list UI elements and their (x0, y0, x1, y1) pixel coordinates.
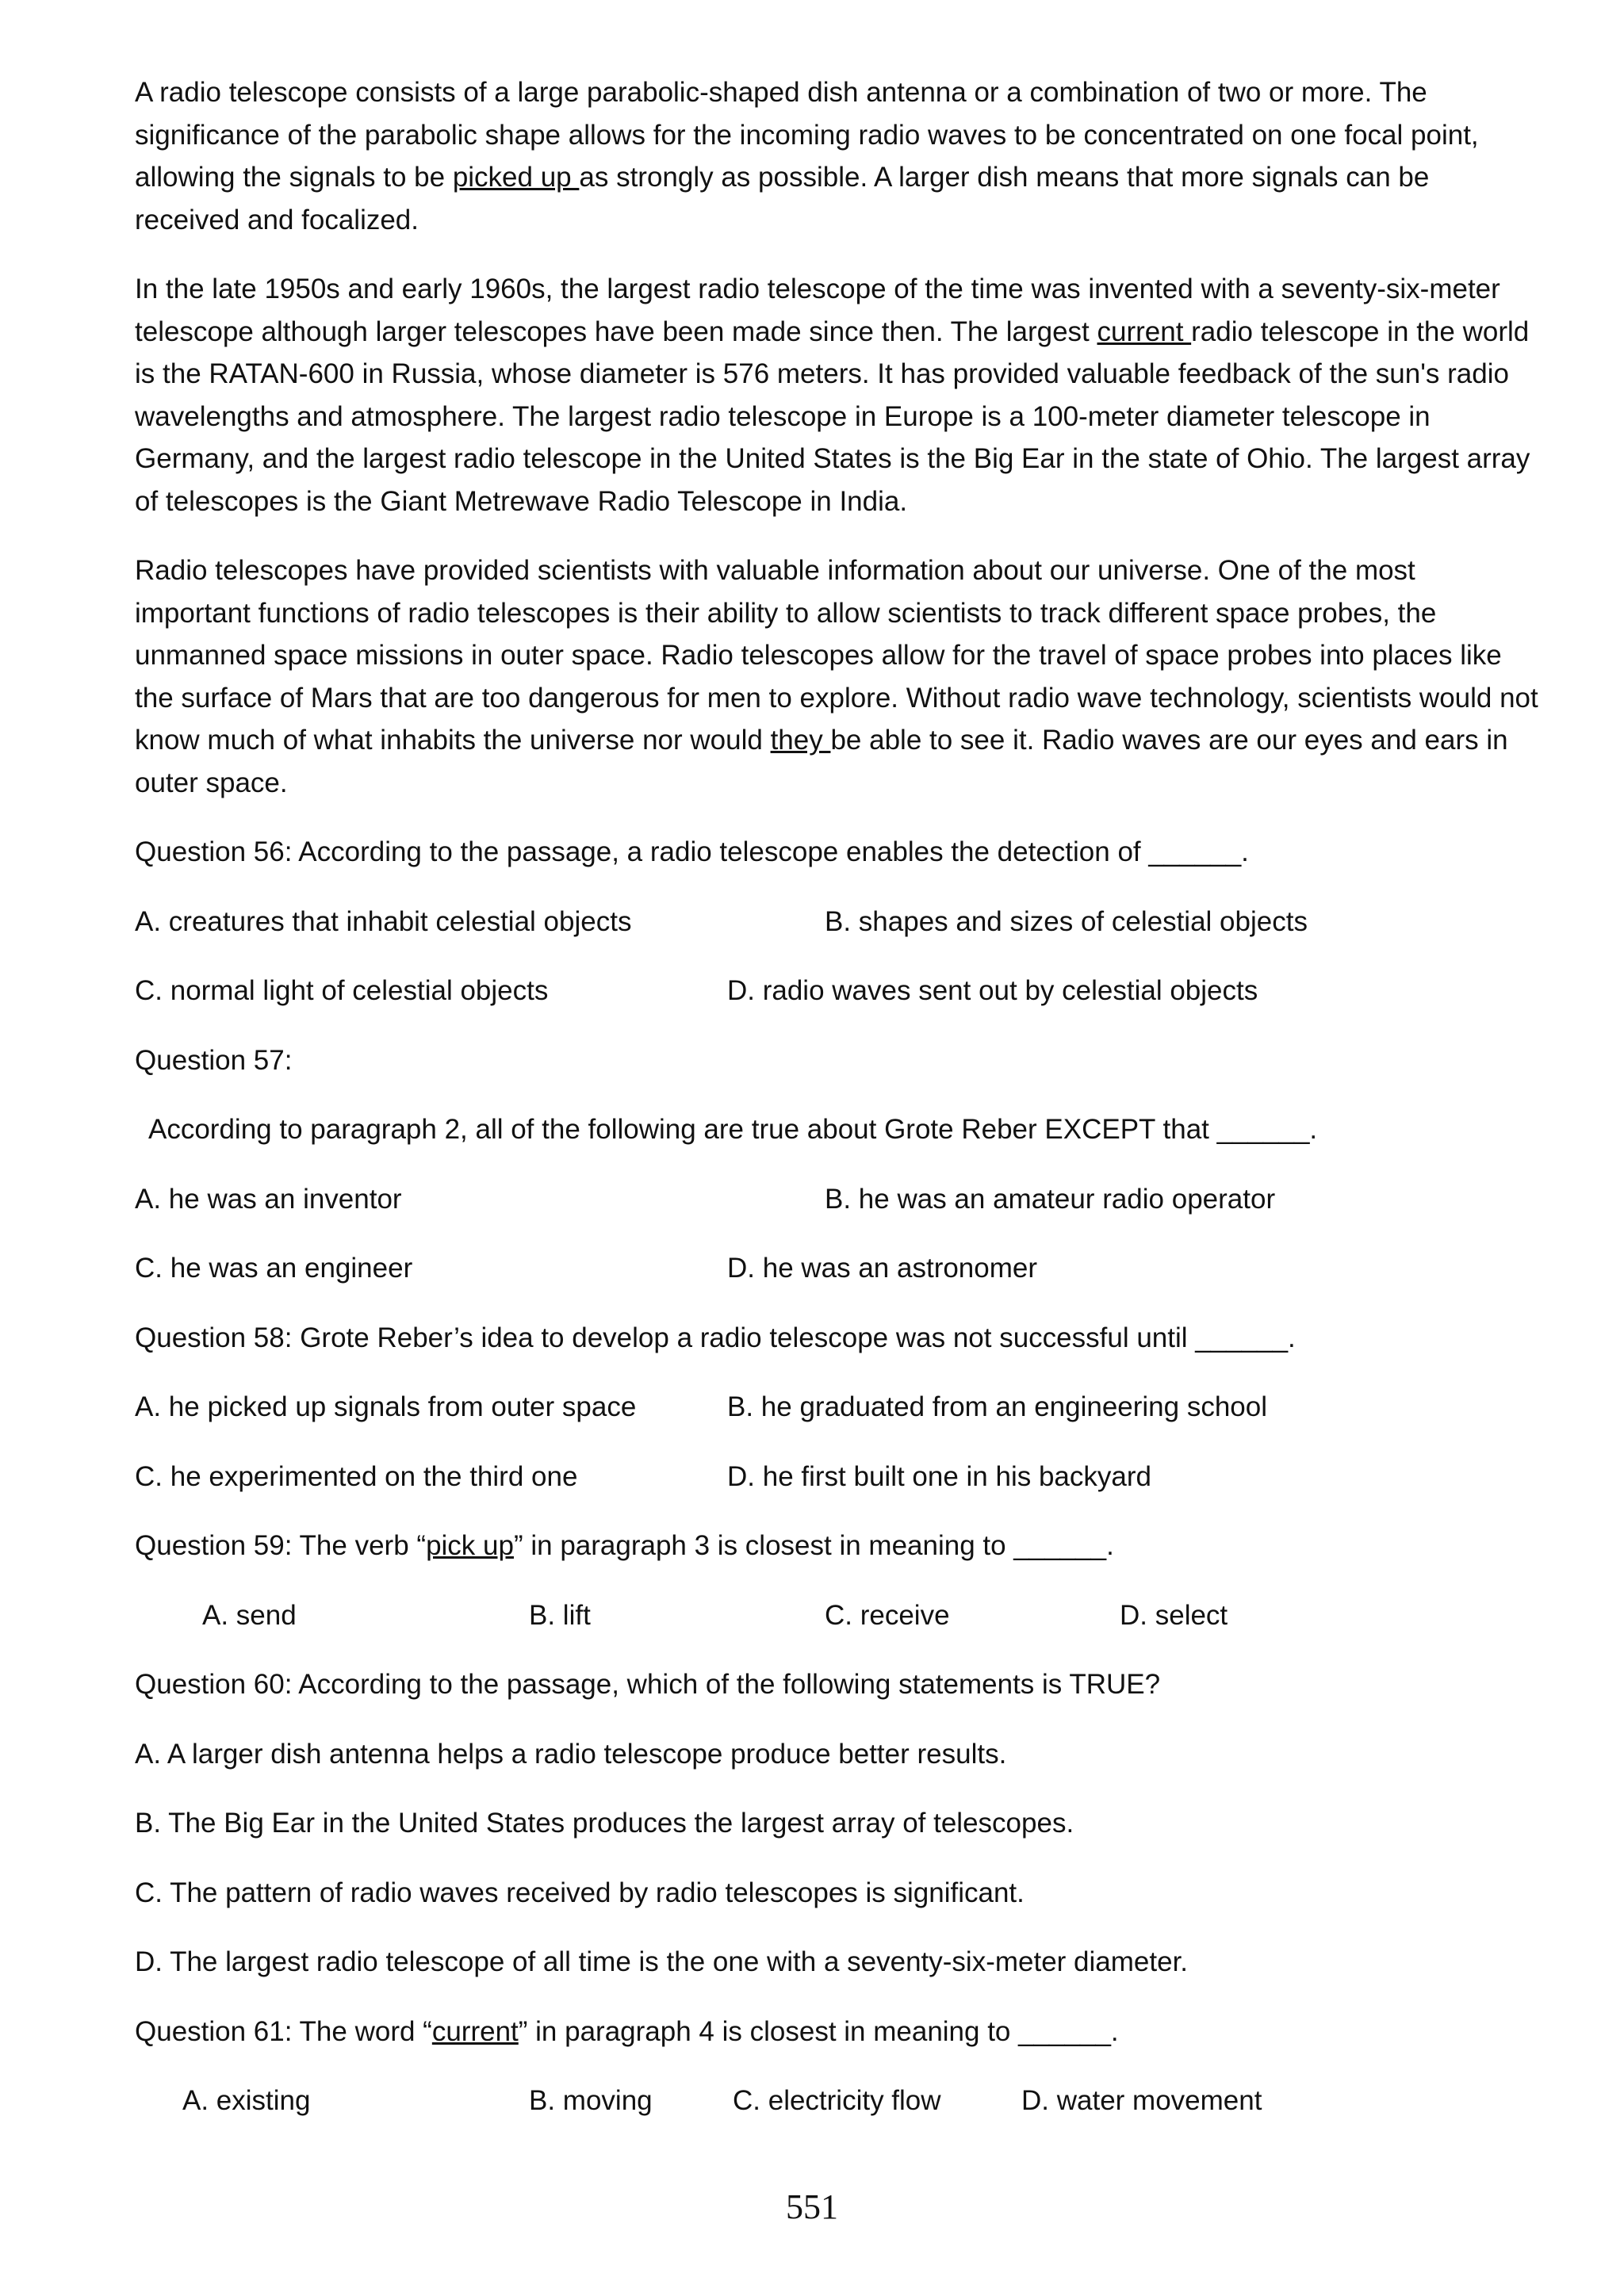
passage-paragraph-2 (135, 268, 1538, 522)
question-59-option-c[interactable]: C. receive (825, 1599, 950, 1631)
underlined-phrase: pick up (426, 1530, 514, 1561)
question-59-option-b[interactable]: B. lift (529, 1599, 591, 1631)
question-60-option-a[interactable]: A. A larger dish antenna helps a radio telescope produce better results. (135, 1738, 1007, 1770)
question-57-options-row-1 (135, 1178, 1538, 1221)
question-56-option-a[interactable]: A. creatures that inhabit celestial objects (135, 905, 632, 937)
paragraph-text: radio telescope in the world is the RATAN-600 in Russia, whose diameter is 576 meters. It has provided valuable feedback of the sun's radio wavelengths and atmosphere. The largest radio telescope in Europe is a 100-meter diameter telescope in Germany, and the largest radio telescope in the United States is the Big Ear in the state of Ohio. The largest array of telescopes is the Giant Metrewave Radio Telescope in India. (135, 316, 1530, 517)
paragraph-text: as strongly as possible. A larger dish means that more signals can be received and focalized. (135, 162, 1430, 235)
question-57-subtext: According to paragraph 2, all of the following are true about Grote Reber EXCEPT that ______. (148, 1114, 1318, 1145)
question-61-option-b[interactable]: B. moving (529, 2085, 653, 2116)
question-58-option-b[interactable]: B. he graduated from an engineering school (727, 1391, 1268, 1422)
underlined-word: current (431, 2015, 519, 2047)
question-58-option-a[interactable]: A. he picked up signals from outer space (135, 1391, 637, 1422)
underlined-word: current (1097, 316, 1192, 347)
question-text: ” in paragraph 3 is closest in meaning to ______. (513, 1530, 1114, 1561)
question-59-option-d[interactable]: D. select (1120, 1599, 1228, 1631)
question-58-options-row-1 (135, 1386, 1538, 1429)
question-60-option-c[interactable]: C. The pattern of radio waves received by radio telescopes is significant. (135, 1877, 1025, 1908)
question-56-option-d[interactable]: D. radio waves sent out by celestial objects (727, 975, 1258, 1006)
question-56-option-c[interactable]: C. normal light of celestial objects (135, 975, 549, 1006)
page-content (135, 71, 1538, 2149)
question-56-options-row-1 (135, 901, 1538, 943)
passage-paragraph-1 (135, 71, 1538, 241)
question-57-option-b[interactable]: B. he was an amateur radio operator (825, 1183, 1276, 1215)
question-57-options-row-2 (135, 1247, 1538, 1290)
paragraph-text: be able to see it. Radio waves are our eyes and ears in outer space. (135, 725, 1508, 798)
question-58-option-c[interactable]: C. he experimented on the third one (135, 1460, 578, 1492)
passage-paragraph-3 (135, 549, 1538, 804)
paragraph-text: Radio telescopes have provided scientists with valuable information about our universe. One of the most important functions of radio telescopes is their ability to allow scientists to track different space probes, the unmanned space missions in outer space. Radio telescopes allow for the travel of space probes into places like the surface of Mars that are too dangerous for men to explore. Without radio wave technology, scientists would not know much of what inhabits the universe nor would (135, 555, 1538, 756)
question-60-option-b[interactable]: B. The Big Ear in the United States produces the largest array of telescopes. (135, 1808, 1074, 1839)
question-57-option-c[interactable]: C. he was an engineer (135, 1253, 413, 1284)
question-60-stem: Question 60: According to the passage, which of the following statements is TRUE? (135, 1669, 1161, 1700)
question-56-stem: Question 56: According to the passage, a radio telescope enables the detection of ______. (135, 836, 1249, 867)
question-58-option-d[interactable]: D. he first built one in his backyard (727, 1460, 1151, 1492)
question-61-option-d[interactable]: D. water movement (1021, 2085, 1262, 2116)
question-61-options-row (135, 2080, 1538, 2122)
paragraph-text: A radio telescope consists of a large parabolic-shaped dish antenna or a combination of two or more. The significance of the parabolic shape allows for the incoming radio waves to be concentrated on one focal point, allowing the signals to be (135, 77, 1479, 193)
question-58-options-row-2 (135, 1456, 1538, 1498)
question-58-stem: Question 58: Grote Reber’s idea to develop a radio telescope was not successful until ______. (135, 1322, 1296, 1353)
question-text: Question 61: The word “ (135, 2015, 432, 2047)
paragraph-text: In the late 1950s and early 1960s, the largest radio telescope of the time was invented with a seventy-six-meter telescope although larger telescopes have been made since then. The largest (135, 274, 1500, 347)
question-56-options-row-2 (135, 970, 1538, 1012)
question-61-option-c[interactable]: C. electricity flow (733, 2085, 941, 2116)
underlined-phrase: picked up (452, 162, 580, 193)
question-61-stem (135, 2011, 1538, 2053)
question-56-option-b[interactable]: B. shapes and sizes of celestial objects (825, 905, 1308, 937)
question-57-option-a[interactable]: A. he was an inventor (135, 1183, 402, 1215)
question-57-stem: Question 57: (135, 1044, 293, 1076)
question-text: Question 59: The verb “ (135, 1530, 427, 1561)
question-61-option-a[interactable]: A. existing (182, 2085, 311, 2116)
question-57-option-d[interactable]: D. he was an astronomer (727, 1253, 1038, 1284)
question-text: ” in paragraph 4 is closest in meaning to ______. (518, 2015, 1119, 2047)
question-59-stem (135, 1525, 1538, 1567)
page-number: 551 (786, 2187, 838, 2226)
question-59-option-a[interactable]: A. send (202, 1599, 297, 1631)
question-59-options-row (135, 1594, 1538, 1637)
question-60-option-d[interactable]: D. The largest radio telescope of all time is the one with a seventy-six-meter diameter. (135, 1946, 1189, 1977)
underlined-word: they (770, 725, 831, 756)
